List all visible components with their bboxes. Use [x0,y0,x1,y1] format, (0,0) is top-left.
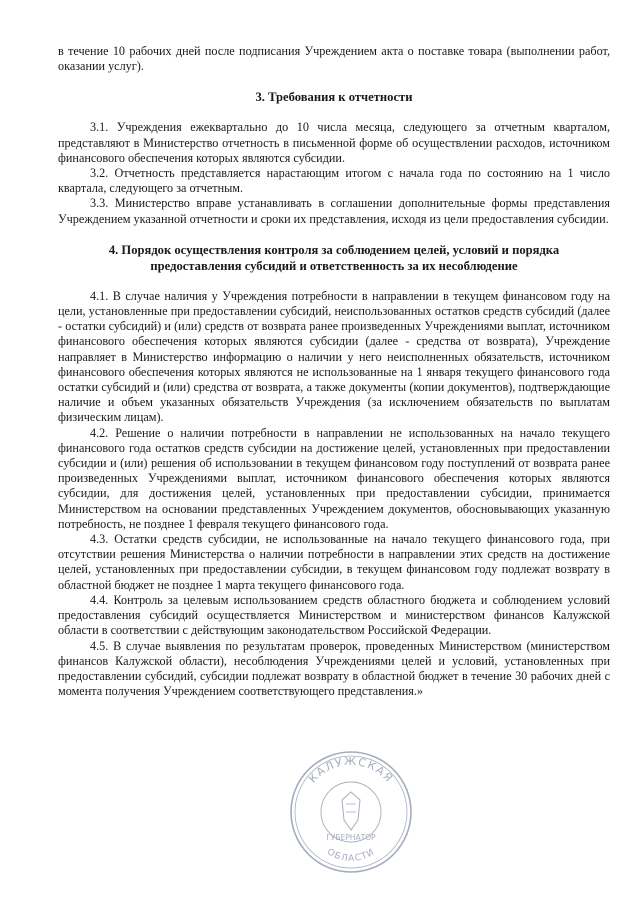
paragraph-4-3: 4.3. Остатки средств субсидии, не использованные на начало текущего финансового года, при отсутствии решения Министерства о наличии потребности в направлении этих средств на достижение целей, установленных при предоставлении субсидии, в текущем финансовом году подлежат возврату в областной бюджет не позднее 1 марта текущего финансового года. [58,532,610,592]
section-4-title-line-1: 4. Порядок осуществления контроля за соблюдением целей, условий и порядка [108,242,560,257]
official-seal-stamp [286,740,416,880]
section-4-title-line-2: предоставления субсидий и ответственность за их несоблюдение [150,258,518,273]
svg-text:КАЛУЖСКАЯ: КАЛУЖСКАЯ [306,754,396,786]
intro-paragraph: в течение 10 рабочих дней после подписания Учреждением акта о поставке товара (выполнении работ, оказании услуг). [58,44,610,74]
paragraph-4-4: 4.4. Контроль за целевым использованием средств областного бюджета и соблюдением условий предоставления субсидий осуществляется Министерством и министерством финансов Калужской области в соответствии с действующим законодательством Российской Федерации. [58,592,610,638]
paragraph-4-5: 4.5. В случае выявления по результатам проверок, проведенных Министерством (министерством финансов Калужской области), несоблюдения Учреждениями целей и условий, установленных при предоставлении субсидий, субсидии подлежат возврату в областной бюджет в течение 30 рабочих дней с момента получения Учреждением соответствующего представления.» [58,638,610,699]
paragraph-3-3: 3.3. Министерство вправе устанавливать в соглашении дополнительные формы представления Учреждением указанной отчетности и сроки их представления, исходя из цели предоставления субсидии. [58,196,610,226]
document-page [58,44,610,699]
section-3-title: 3. Требования к отчетности [255,90,413,105]
svg-text:ОБЛАСТИ: ОБЛАСТИ [325,847,377,865]
paragraph-4-1: 4.1. В случае наличия у Учреждения потребности в направлении в текущем финансовом году на цели, установленные при предоставлении субсидий, неиспользованных остатков средств субсидий (далее - остатки субсидий) и (или) средств от возврата ранее произведенных Учреждениями выплат, источником финансового обеспечения которых являются субсидии (далее - средства от возврата), Учреждение направляет в Министерство информацию о наличии у него неисполненных обязательств, источником финансового обеспечения которых являются не использованные на 1 января текущего финансового года остатки субсидий и (или) средства от возврата, а также документы (копии документов), подтверждающие наличие и объем указанных обязательств Учреждения (за исключением обязательств по выплатам физическим лицам). [58,288,610,425]
paragraph-4-2: 4.2. Решение о наличии потребности в направлении не использованных на начало текущего финансового года остатков средств субсидии на достижение целей, установленных при предоставлении субсидии и (или) решения об использовании в текущем финансовом году поступлений от возврата ранее произведенных Учреждениями выплат, источником финансового обеспечения которых являются субсидии, для достижения целей, установленных при предоставлении субсидии, принимается Министерством на основании представленных Учреждением документов, обосновывающих указанную потребность, не позднее 1 февраля текущего финансового года. [58,425,610,531]
paragraph-3-2: 3.2. Отчетность представляется нарастающим итогом с начала года по состоянию на 1 число квартала, следующего за отчетным. [58,166,610,196]
paragraph-3-1: 3.1. Учреждения ежеквартально до 10 числа месяца, следующего за отчетным кварталом, представляют в Министерство отчетность в письменной форме об осуществлении расходов, источником финансового обеспечения которых являются субсидии. [58,120,610,165]
svg-text:ГУБЕРНАТОР: ГУБЕРНАТОР [326,833,376,842]
